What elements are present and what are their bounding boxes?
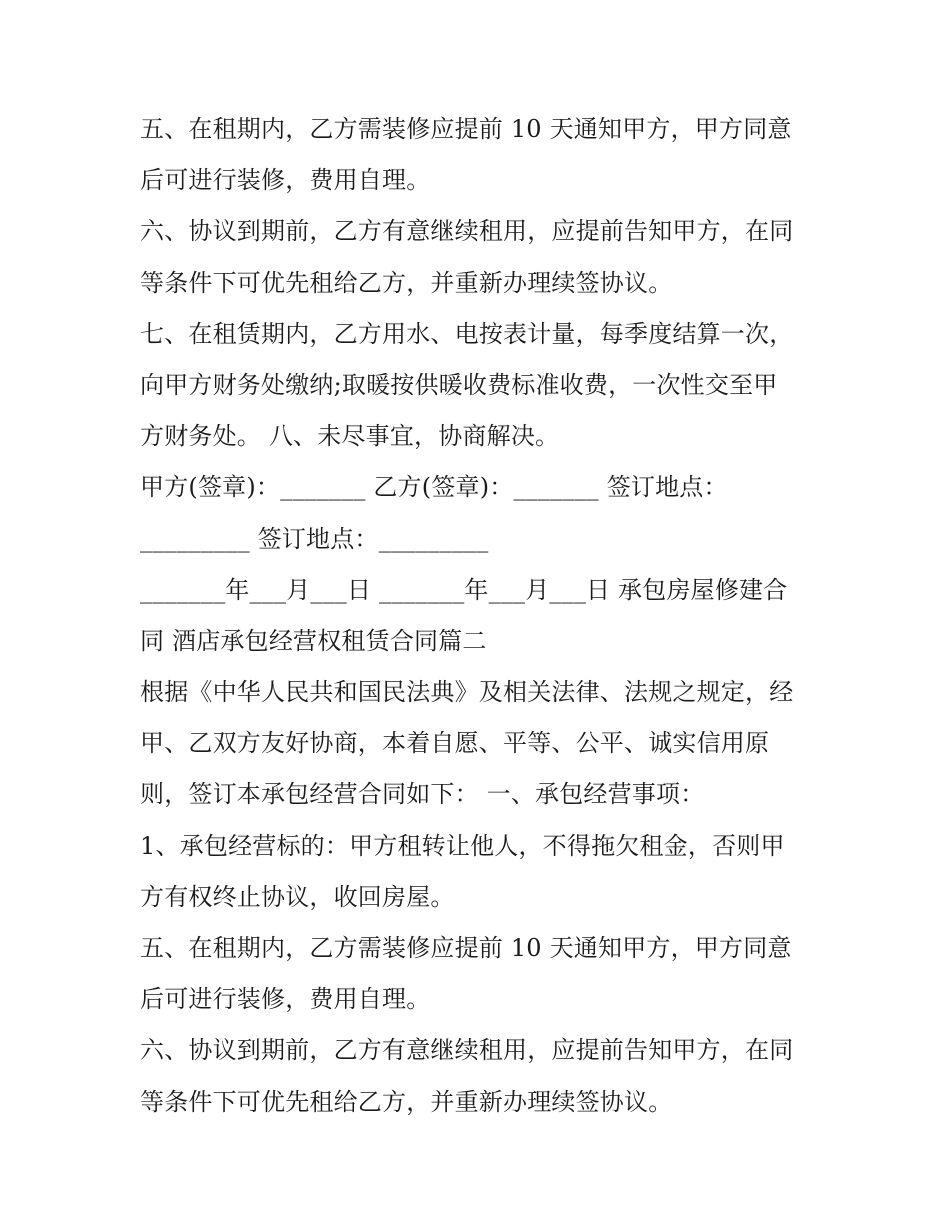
text-line: 七、在租赁期内，乙方用水、电按表计量，每季度结算一次，: [140, 319, 794, 348]
text-line: 方有权终止协议，收回房屋。: [140, 882, 455, 911]
text-line: 六、协议到期前，乙方有意继续租用，应提前告知甲方，在同: [140, 1036, 794, 1065]
text-line: 则，签订本承包经营合同如下： 一、承包经营事项：: [140, 780, 705, 809]
text-line: 1、承包经营标的：甲方租转让他人，不得拖欠租金，否则甲: [140, 831, 785, 860]
text-line: 甲、乙双方友好协商，本着自愿、平等、公平、诚实信用原: [140, 729, 770, 758]
text-line: 后可进行装修，费用自理。: [140, 985, 431, 1014]
signature-line: _________ 签订地点：_________: [140, 524, 489, 553]
text-line: 六、协议到期前，乙方有意继续租用，应提前告知甲方，在同: [140, 217, 794, 246]
text-line: 等条件下可优先租给乙方，并重新办理续签协议。: [140, 268, 673, 297]
document-body: [140, 104, 820, 1128]
text-line: 五、在租期内，乙方需装修应提前 10 天通知甲方，甲方同意: [140, 115, 792, 143]
signature-line: 甲方(签章)：_______ 乙方(签章)：_______ 签订地点：: [140, 473, 728, 502]
text-line: 等条件下可优先租给乙方，并重新办理续签协议。: [140, 1087, 673, 1116]
text-line: 五、在租期内，乙方需装修应提前 10 天通知甲方，甲方同意: [140, 934, 792, 962]
text-line: 向甲方财务处缴纳;取暖按供暖收费标准收费，一次性交至甲: [140, 370, 778, 399]
text-line: 方财务处。 八、未尽事宜，协商解决。: [140, 422, 560, 451]
text-line: 根据《中华人民共和国民法典》及相关法律、法规之规定，经: [140, 678, 794, 707]
text-line: 后可进行装修，费用自理。: [140, 166, 431, 195]
date-line: _______年___月___日 _______年___月___日 承包房屋修建合: [140, 575, 788, 604]
section-title: 同 酒店承包经营权租赁合同篇二: [140, 626, 487, 655]
